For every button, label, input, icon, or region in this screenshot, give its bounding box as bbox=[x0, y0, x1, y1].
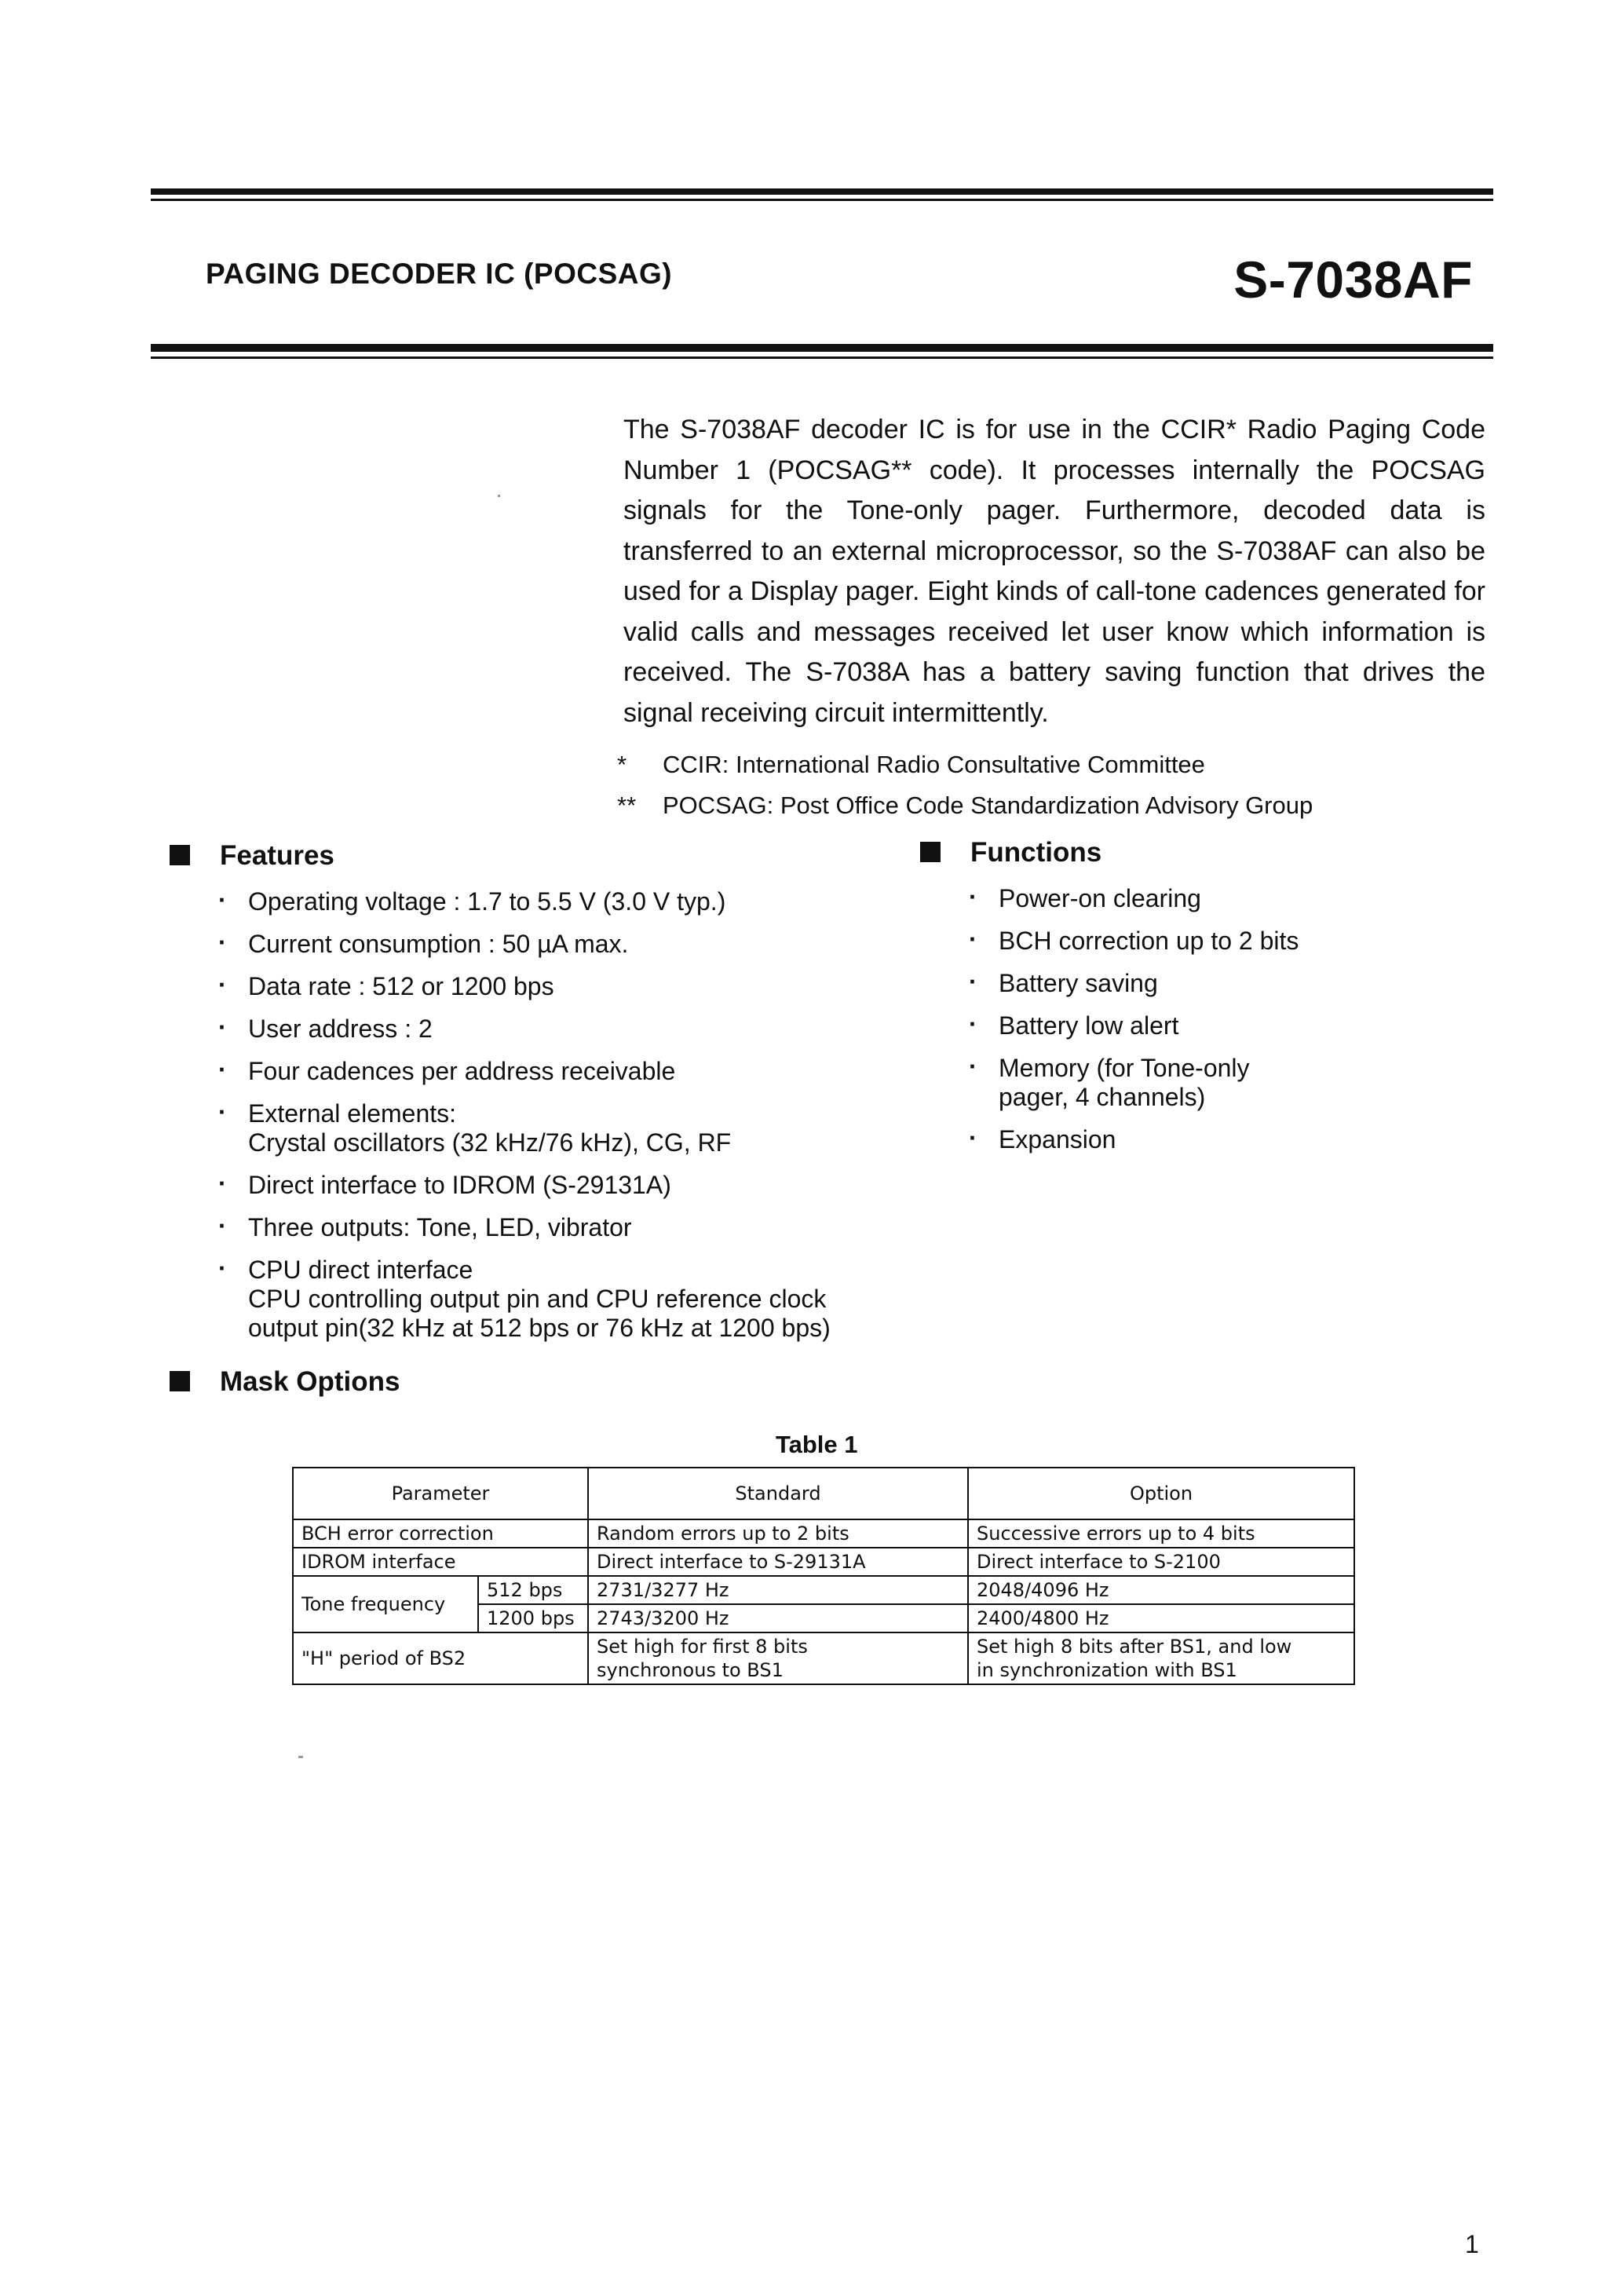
header-top-rule-thin bbox=[151, 199, 1493, 201]
table-row bbox=[293, 1519, 1354, 1548]
table-cell: "H" period of BS2 bbox=[293, 1632, 588, 1684]
table-cell: 2400/4800 Hz bbox=[968, 1604, 1354, 1632]
document-title: PAGING DECODER IC (POCSAG) bbox=[206, 258, 673, 290]
list-item: · Direct interface to IDROM (S-29131A) bbox=[218, 1171, 925, 1200]
table-cell: Set high for first 8 bits synchronous to BS1 bbox=[588, 1632, 968, 1684]
footnote-mark: ** bbox=[617, 792, 637, 819]
list-item: · BCH correction up to 2 bits bbox=[969, 927, 1440, 956]
square-bullet-icon bbox=[170, 845, 190, 865]
table-cell: IDROM interface bbox=[293, 1548, 588, 1576]
square-bullet-icon bbox=[920, 842, 941, 862]
table-cell: Successive errors up to 4 bits bbox=[968, 1519, 1354, 1548]
list-item-detail: pager, 4 channels) bbox=[999, 1083, 1206, 1111]
table-cell: Direct interface to S-2100 bbox=[968, 1548, 1354, 1576]
table-row bbox=[293, 1632, 1354, 1684]
page-number: 1 bbox=[1465, 2230, 1479, 2258]
list-item: · Power-on clearing bbox=[969, 884, 1440, 913]
features-heading: Features bbox=[170, 840, 334, 872]
table-header-row bbox=[293, 1468, 1354, 1519]
list-item: · Battery saving bbox=[969, 969, 1440, 998]
features-list bbox=[218, 887, 925, 1356]
scan-speck bbox=[498, 495, 500, 497]
list-item-detail: CPU controlling output pin and CPU reference clock bbox=[248, 1285, 827, 1313]
header-bottom-rule-thick bbox=[151, 344, 1493, 352]
square-bullet-icon bbox=[170, 1371, 190, 1391]
header-top-rule-thick bbox=[151, 188, 1493, 195]
scan-speck bbox=[298, 1756, 303, 1758]
footnote-pocsag bbox=[617, 792, 1313, 820]
list-item: · Four cadences per address receivable bbox=[218, 1057, 925, 1086]
mask-options-table bbox=[292, 1467, 1355, 1685]
column-header: Parameter bbox=[293, 1468, 588, 1519]
table-cell: 1200 bps bbox=[478, 1604, 588, 1632]
intro-paragraph: The S-7038AF decoder IC is for use in the CCIR* Radio Paging Code Number 1 (POCSAG** code). It processes internally the POCSAG signals for the Tone-only pager. Furthermore, decoded data is transferred to an external microprocessor, so the S-7038AF can also be used for a Display pager. Eight kinds of call-tone cadences generated for valid calls and messages received let user know which information is received. The S-7038A has a battery saving function that drives the signal receiving circuit intermittently. bbox=[623, 415, 1485, 728]
list-item: · Data rate : 512 or 1200 bps bbox=[218, 972, 925, 1001]
functions-heading: Functions bbox=[920, 837, 1101, 868]
part-number: S-7038AF bbox=[1233, 250, 1473, 309]
table-row bbox=[293, 1548, 1354, 1576]
footnote-ccir bbox=[617, 751, 1205, 779]
list-item: · Memory (for Tone-only pager, 4 channels) bbox=[969, 1054, 1440, 1112]
list-item-detail: output pin(32 kHz at 512 bps or 76 kHz at 1200 bps) bbox=[248, 1314, 831, 1342]
table-cell: Set high 8 bits after BS1, and low in synchronization with BS1 bbox=[968, 1632, 1354, 1684]
list-item: · Battery low alert bbox=[969, 1011, 1440, 1040]
list-item-detail: Crystal oscillators (32 kHz/76 kHz), CG, RF bbox=[248, 1128, 732, 1157]
functions-list bbox=[969, 884, 1440, 1168]
list-item: · User address : 2 bbox=[218, 1015, 925, 1044]
table-cell: Tone frequency bbox=[293, 1576, 478, 1632]
column-header: Option bbox=[968, 1468, 1354, 1519]
table-caption: Table 1 bbox=[776, 1431, 858, 1458]
column-header: Standard bbox=[588, 1468, 968, 1519]
table-cell: Direct interface to S-29131A bbox=[588, 1548, 968, 1576]
list-item: · Current consumption : 50 µA max. bbox=[218, 930, 925, 959]
header-bottom-rule-thin bbox=[151, 356, 1493, 359]
list-item: · Expansion bbox=[969, 1125, 1440, 1154]
table-row bbox=[293, 1576, 1354, 1604]
table-cell: 2743/3200 Hz bbox=[588, 1604, 968, 1632]
table-cell: 2731/3277 Hz bbox=[588, 1576, 968, 1604]
table-cell: Random errors up to 2 bits bbox=[588, 1519, 968, 1548]
footnote-mark: * bbox=[617, 751, 627, 778]
table-cell: 2048/4096 Hz bbox=[968, 1576, 1354, 1604]
list-item: · Three outputs: Tone, LED, vibrator bbox=[218, 1213, 925, 1242]
table-cell: 512 bps bbox=[478, 1576, 588, 1604]
mask-options-heading: Mask Options bbox=[170, 1366, 400, 1398]
footnote-text: POCSAG: Post Office Code Standardization Advisory Group bbox=[663, 792, 1313, 819]
footnote-text: CCIR: International Radio Consultative Committee bbox=[663, 751, 1205, 778]
table-cell: BCH error correction bbox=[293, 1519, 588, 1548]
list-item: · External elements: Crystal oscillators (32 kHz/76 kHz), CG, RF bbox=[218, 1099, 925, 1157]
list-item: · CPU direct interface CPU controlling output pin and CPU reference clock output pin(32 kHz at 512 bps or 76 kHz at 1200 bps) bbox=[218, 1256, 925, 1343]
list-item: · Operating voltage : 1.7 to 5.5 V (3.0 V typ.) bbox=[218, 887, 925, 916]
